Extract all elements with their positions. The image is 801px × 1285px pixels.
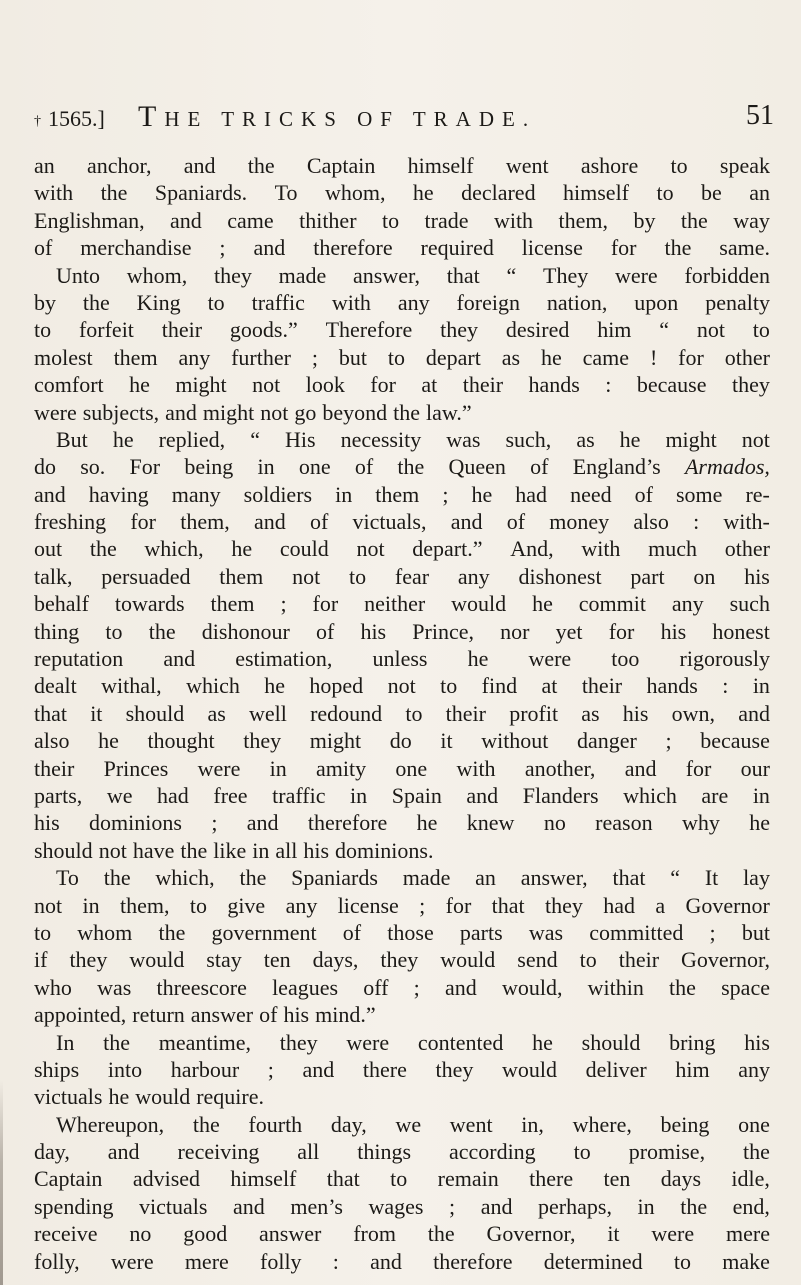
text-line: comfort he might not look for at their hands : because they <box>34 372 770 398</box>
text-line: by the King to traffic with any foreign nation, upon penalty <box>34 289 770 315</box>
page-edge-shadow <box>0 1080 3 1285</box>
text-line: to forfeit their goods.” Therefore they desired him “ not to <box>34 317 770 343</box>
text-line: Whereupon, the fourth day, we went in, where, being one <box>56 1111 770 1137</box>
body-text <box>34 152 770 1275</box>
text-line: not in them, to give any license ; for that they had a Governor <box>34 892 770 918</box>
text-line: that it should as well redound to their profit as his own, and <box>34 700 770 726</box>
text-line: reputation and estimation, unless he were too rigorously <box>34 646 770 672</box>
text-line: also he thought they might do it without danger ; because <box>34 728 770 754</box>
text-line: talk, persuaded them not to fear any dishonest part on his <box>34 563 770 589</box>
text-line: folly, were mere folly : and therefore determined to make <box>34 1248 770 1274</box>
text-line: molest them any further ; but to depart as he came ! for other <box>34 344 770 370</box>
text-line: should not have the like in all his dominions. <box>34 837 434 863</box>
text-line: spending victuals and men’s wages ; and perhaps, in the end, <box>34 1193 770 1219</box>
text-line: In the meantime, they were contented he should bring his <box>56 1029 770 1055</box>
text-line: freshing for them, and of victuals, and of money also : with- <box>34 509 770 535</box>
text-line: were subjects, and might not go beyond the law.” <box>34 399 472 425</box>
text-line: do so. For being in one of the Queen of England’s Armados, <box>34 454 770 480</box>
text-line: To the which, the Spaniards made an answer, that “ It lay <box>56 865 770 891</box>
text-line: ships into harbour ; and there they would deliver him any <box>34 1056 770 1082</box>
text-line: of merchandise ; and therefore required license for the same. <box>34 235 770 261</box>
text-line: and having many soldiers in them ; he had need of some re- <box>34 481 770 507</box>
text-line: dealt withal, which he hoped not to find at their hands : in <box>34 673 770 699</box>
header-tick-mark: † <box>34 114 41 129</box>
text-line: their Princes were in amity one with another, and for our <box>34 755 770 781</box>
text-line: Unto whom, they made answer, that “ They were forbidden <box>56 262 770 288</box>
text-line: Englishman, and came thither to trade with them, by the way <box>34 207 770 233</box>
running-header <box>34 100 774 140</box>
text-line: thing to the dishonour of his Prince, nor yet for his honest <box>34 618 770 644</box>
header-year: 1565.] <box>48 106 105 131</box>
text-line: But he replied, “ His necessity was such, as he might not <box>56 426 770 452</box>
text-line: an anchor, and the Captain himself went ashore to speak <box>34 153 770 178</box>
text-line: out the which, he could not depart.” And, with much other <box>34 536 770 562</box>
text-line: victuals he would require. <box>34 1084 264 1110</box>
text-line: his dominions ; and therefore he knew no reason why he <box>34 810 770 836</box>
text-line: parts, we had free traffic in Spain and Flanders which are in <box>34 782 770 808</box>
text-line: day, and receiving all things according to promise, the <box>34 1139 770 1165</box>
text-line: behalf towards them ; for neither would he commit any such <box>34 591 770 617</box>
text-line: with the Spaniards. To whom, he declared himself to be an <box>34 180 770 206</box>
text-line: receive no good answer from the Governor, it were mere <box>34 1221 770 1247</box>
text-line: who was threescore leagues off ; and would, within the space <box>34 974 770 1000</box>
text-line: Captain advised himself that to remain there ten days idle, <box>34 1166 770 1192</box>
text-line: if they would stay ten days, they would send to their Governor, <box>34 947 770 973</box>
page-number: 51 <box>746 100 774 131</box>
text-line: to whom the government of those parts was committed ; but <box>34 919 770 945</box>
running-title: THE TRICKS OF TRADE. <box>138 100 537 133</box>
text-line: appointed, return answer of his mind.” <box>34 1002 376 1028</box>
